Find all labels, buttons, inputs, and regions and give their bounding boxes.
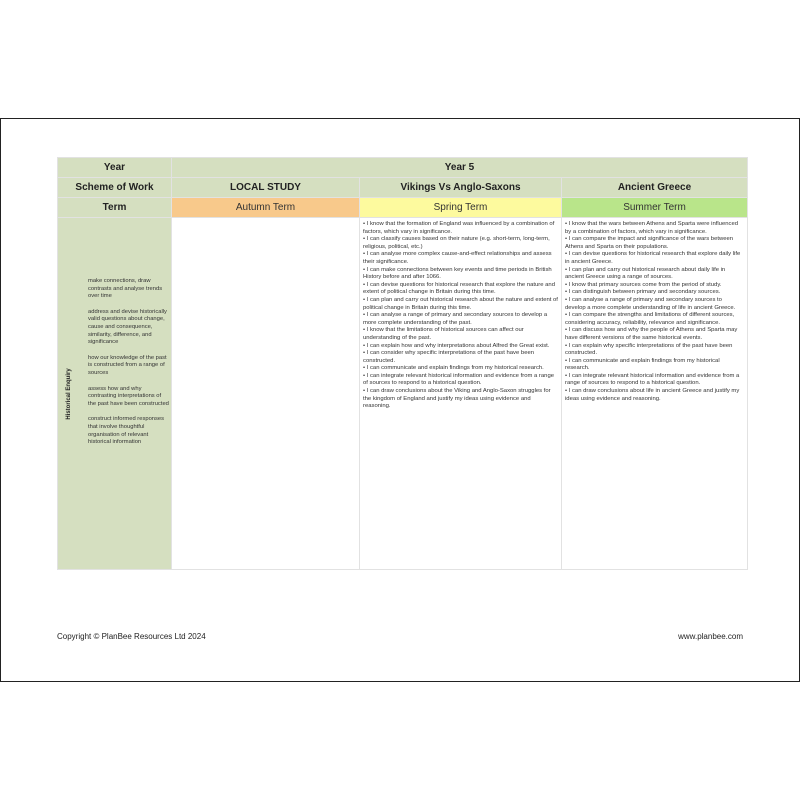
side-heading: Historical Enquiry	[66, 367, 72, 420]
side-item: construct informed responses that involve thoughtful organisation of relevant historical information	[88, 416, 165, 446]
historical-enquiry-cell	[58, 218, 172, 570]
side-heading-wrap	[61, 367, 77, 420]
side-items	[88, 278, 170, 455]
side-item: make connections, draw contrasts and analyse trends over time	[88, 278, 163, 300]
autumn-content	[172, 218, 360, 570]
side-item: how our knowledge of the past is constructed from a range of sources	[88, 354, 167, 376]
term-label: Term	[58, 198, 172, 218]
copyright-text: Copyright © PlanBee Resources Ltd 2024	[57, 632, 206, 641]
year-label: Year	[58, 158, 172, 178]
website-link[interactable]: www.planbee.com	[678, 632, 743, 641]
unit-ancient-greece: Ancient Greece	[562, 178, 748, 198]
side-item: assess how and why contrasting interpretations of the past have been constructed	[88, 385, 169, 407]
term-summer: Summer Term	[562, 198, 748, 218]
summer-content	[562, 218, 748, 570]
summer-text: • I know that the wars between Athens and Sparta were influenced by a combination of factors, which vary in significance. • I can compare the impact and significance of the wars between Athens and Sparta on their populations. • I can devise questions for historical research that explore daily life in ancient Greece. • I can plan and carry out historical research about daily life in ancient Greece using a range of sources. • I know that primary sources come from the period of study. • I can distinguish between primary and secondary sources. • I can analyse a range of primary and secondary sources to develop a more complete understanding of life in ancient Greece. • I can compare the strengths and limitations of different sources, considering accuracy, reliability, relevance and significance. • I can discuss how and why the people of Athens and Sparta may have different versions of the same historical events. • I can explain why specific interpretations of the past have been constructed. • I can communicate and explain findings from my historical research. • I can integrate relevant historical information and evidence from a range of sources to respond to a historical question. • I can draw conclusions about life in ancient Greece and justify my ideas using evidence and reasoning.	[565, 221, 741, 402]
year-value: Year 5	[172, 158, 748, 178]
content-row	[58, 218, 748, 570]
scheme-label: Scheme of Work	[58, 178, 172, 198]
side-item: address and devise historically valid questions about change, cause and consequence, similarity, difference, and significance	[88, 308, 167, 346]
scheme-of-work-table	[57, 157, 748, 570]
unit-vikings: Vikings Vs Anglo-Saxons	[360, 178, 562, 198]
unit-local-study: LOCAL STUDY	[172, 178, 360, 198]
spring-text: • I know that the formation of England was influenced by a combination of factors, which vary in significance. • I can classify causes based on their nature (e.g. short-term, long-term, religious, political, etc.) • I can analyse more complex cause-and-effect relationships and assess their significance. • I can make connections between key events and time periods in British History before and after 1066. • I can devise questions for historical research that explore the nature and extent of political change in Britain during this time. • I can plan and carry out historical research about the nature and extent of political change in Britain during this time. • I can analyse a range of primary and secondary sources to develop a more complete understanding of the past. • I know that the limitations of historical sources can affect our understanding of the past. • I can explain how and why interpretations about Alfred the Great exist. • I can consider why specific interpretations of the past have been constructed. • I can communicate and explain findings from my historical research. • I can integrate relevant historical information and evidence from a range of sources to respond to a historical question. • I can draw conclusions about the Viking and Anglo-Saxon struggles for the kingdom of England and justify my ideas using evidence and reasoning.	[363, 221, 558, 410]
spring-content	[360, 218, 562, 570]
term-row	[58, 198, 748, 218]
year-row	[58, 158, 748, 178]
autumn-text	[172, 218, 359, 224]
term-spring: Spring Term	[360, 198, 562, 218]
document-page	[0, 118, 800, 682]
term-autumn: Autumn Term	[172, 198, 360, 218]
scheme-row	[58, 178, 748, 198]
